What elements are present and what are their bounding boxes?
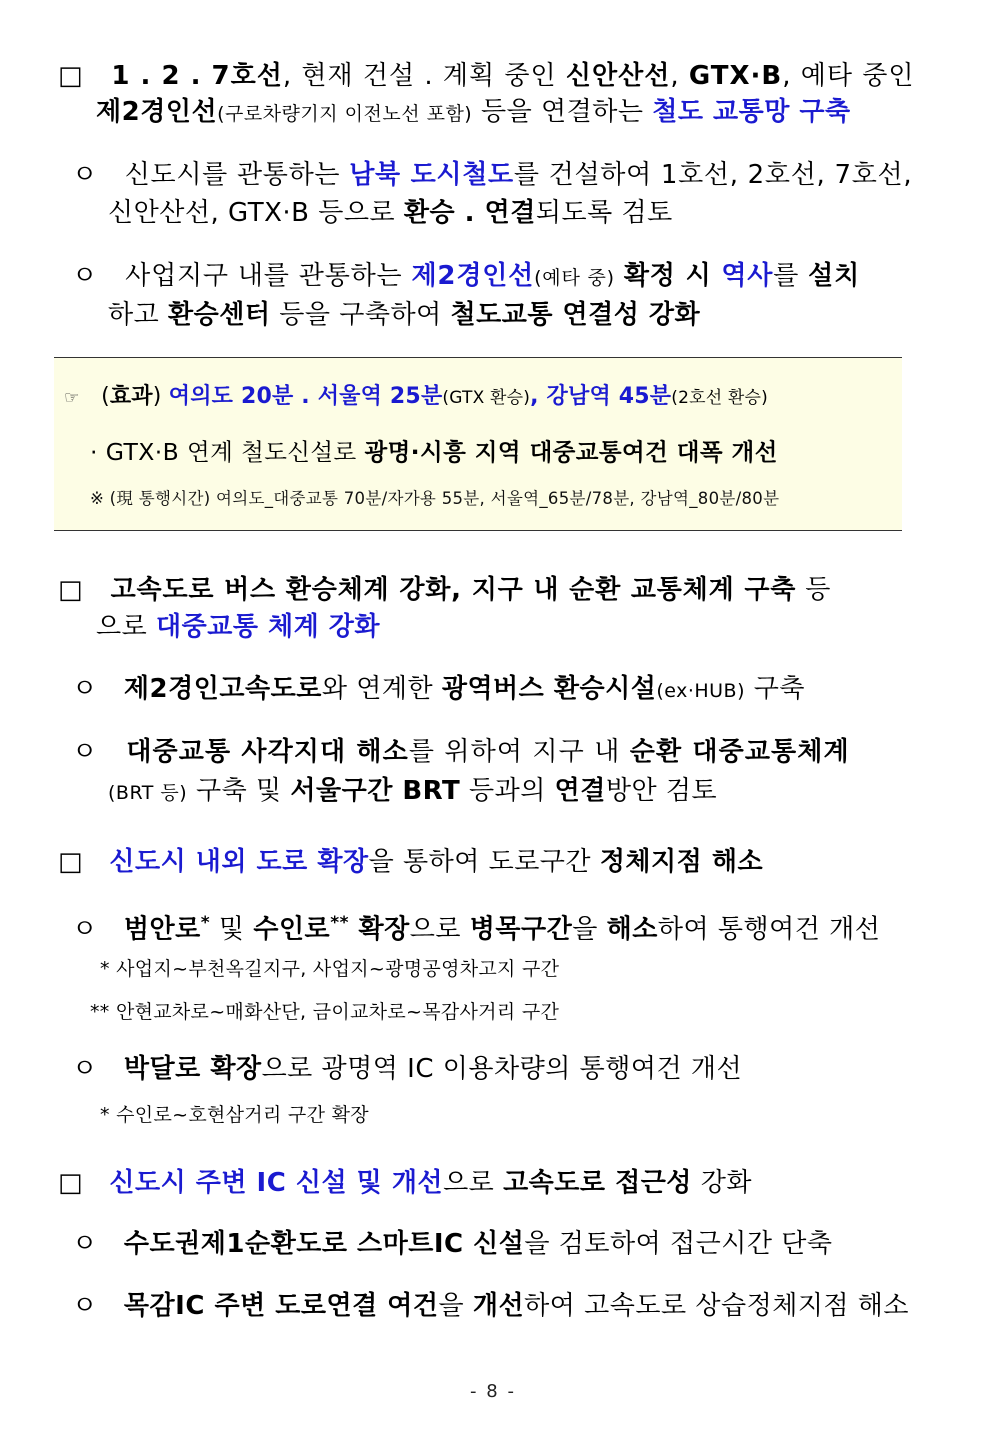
effect-label: 효과 (109, 384, 153, 409)
section1-item1-line1: ㅇ 신도시를 관통하는 남북 도시철도를 건설하여 1호선, 2호선, 7호선, (72, 160, 913, 190)
page-number: - 8 - (470, 1381, 516, 1402)
section2-line1: □ 고속도로 버스 환승체계 강화, 지구 내 순환 교통체계 구축 등 (58, 575, 832, 605)
section3-item2: ㅇ 박달로 확장으로 광명역 IC 이용차량의 통행여건 개선 (72, 1054, 743, 1084)
section2-square-bullet: □ (58, 575, 84, 605)
section3-item2-note1: * 수인로~호현삼거리 구간 확장 (100, 1104, 369, 1126)
pointing-hand-icon: ☞ (64, 388, 80, 408)
item-bullet: ㅇ (72, 1054, 98, 1084)
section1-rail-network: 철도 교통망 구축 (652, 97, 851, 127)
section1-transfer-connect: 환승 . 연결 (403, 198, 536, 228)
item-bullet: ㅇ (72, 914, 98, 945)
section1-sinansan: 신안산선 (565, 61, 671, 91)
section3-line1: □ 신도시 내외 도로 확장을 통하여 도로구간 정체지점 해소 (58, 847, 764, 877)
effect-note: ※ (現 통행시간) 여의도_대중교통 70분/자가용 55분, 서울역_65분/78분, 강남역_80분/80분 (90, 489, 780, 508)
section3-square-bullet: □ (58, 847, 84, 877)
section1-line1: □ 1 . 2 . 7호선, 현재 건설 . 계획 중인 신안산선, GTX·B, 예타 중인 (58, 61, 915, 91)
section1-lines-127: 1 . 2 . 7호선 (111, 61, 283, 91)
section4-line1: □ 신도시 주변 IC 신설 및 개선으로 고속도로 접근성 강화 (58, 1168, 752, 1198)
section1-square-bullet: □ (58, 61, 84, 91)
section3-item1-note1: * 사업지~부천옥길지구, 사업지~광명공영차고지 구간 (100, 958, 560, 980)
section4-item1: ㅇ 수도권제1순환도로 스마트IC 신설을 검토하여 접근시간 단축 (72, 1229, 833, 1259)
section3-item1-note2: ** 안현교차로~매화산단, 금이교차로~목감사거리 구간 (90, 1001, 560, 1023)
section1-gyeongin2: 제2경인선 (96, 97, 218, 127)
section1-text: , 현재 건설 . 계획 중인 (282, 61, 566, 91)
section2-item1: ㅇ 제2경인고속도로와 연계한 광역버스 환승시설(ex·HUB) 구축 (72, 674, 806, 704)
section4-square-bullet: □ (58, 1168, 84, 1198)
section1-paren-note: (구로차량기지 이전노선 포함) (217, 103, 473, 125)
effect-line2: · GTX·B 연계 철도신설로 광명·시흥 지역 대중교통여건 대폭 개선 (90, 438, 778, 466)
item-bullet: ㅇ (72, 674, 98, 704)
section1-item2-line2: 하고 환승센터 등을 구축하여 철도교통 연결성 강화 (108, 300, 701, 330)
section1-gtxb: GTX·B (688, 61, 783, 91)
item-bullet: ㅇ (72, 261, 98, 291)
section2-line2: 으로 대중교통 체계 강화 (96, 612, 381, 642)
item-bullet: ㅇ (72, 160, 98, 190)
item-bullet: ㅇ (72, 737, 99, 767)
section3-item1: ㅇ 범안로* 및 수인로** 확장으로 병목구간을 해소하여 통행여건 개선 (72, 913, 881, 945)
section4-item2: ㅇ 목감IC 주변 도로연결 여건을 개선하여 고속도로 상습정체지점 해소 (72, 1291, 910, 1321)
item-bullet: ㅇ (72, 1229, 98, 1259)
section1-item1-line2: 신안산선, GTX·B 등으로 환승 . 연결되도록 검토 (108, 198, 673, 228)
effect-line1: ☞ (효과) 여의도 20분 . 서울역 25분(GTX 환승), 강남역 45분(2호선 환승) (64, 384, 769, 409)
section1-nambuk-rail: 남북 도시철도 (349, 160, 514, 190)
item-bullet: ㅇ (72, 1291, 98, 1321)
section1-line2: 제2경인선(구로차량기지 이전노선 포함) 등을 연결하는 철도 교통망 구축 (96, 97, 851, 127)
section1-item2-line1: ㅇ 사업지구 내를 관통하는 제2경인선(예타 중) 확정 시 역사를 설치 (72, 261, 861, 291)
section2-item2-line2: (BRT 등) 구축 및 서울구간 BRT 등과의 연결방안 검토 (108, 776, 718, 806)
section2-item2-line1: ㅇ 대중교통 사각지대 해소를 위하여 지구 내 순환 대중교통체계 (72, 737, 850, 767)
